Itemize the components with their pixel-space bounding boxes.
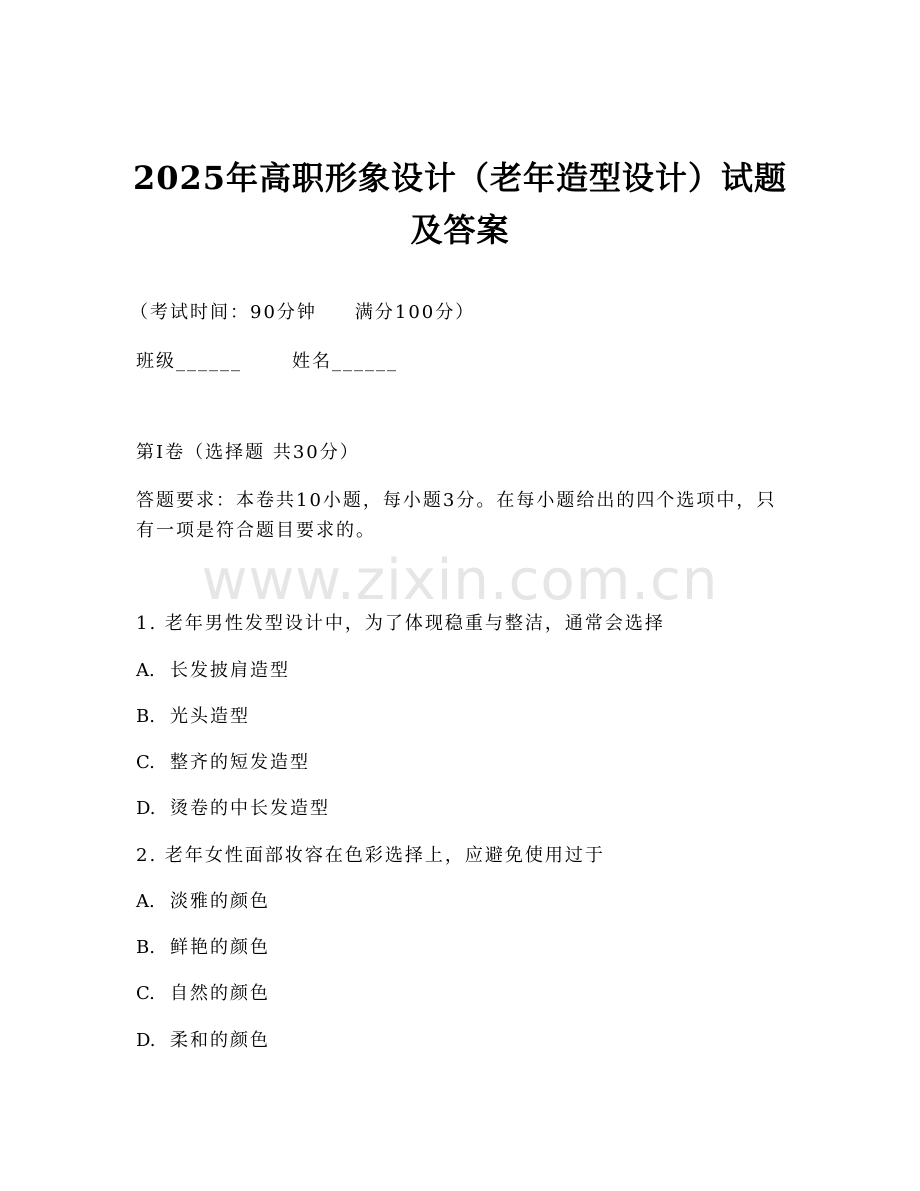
question-2-option-c xyxy=(136,979,270,1009)
student-info xyxy=(136,347,398,377)
question-1-option-c xyxy=(136,748,310,778)
option-text: 柔和的颜色 xyxy=(170,1030,270,1051)
option-text: 光头造型 xyxy=(170,706,250,727)
question-2-stem: 2. 老年女性面部妆容在色彩选择上，应避免使用过于 xyxy=(136,845,605,866)
option-letter: C. xyxy=(136,752,155,773)
option-text: 自然的颜色 xyxy=(170,983,270,1004)
question-2-option-a xyxy=(136,887,270,917)
option-letter: A. xyxy=(136,660,155,681)
option-letter: D. xyxy=(136,1030,156,1051)
option-letter: B. xyxy=(136,706,155,727)
name-field: 姓名______ xyxy=(292,351,398,372)
exam-time: （考试时间：90分钟 xyxy=(130,302,317,323)
document-title xyxy=(100,152,820,256)
question-2-option-d xyxy=(136,1026,270,1056)
option-letter: A. xyxy=(136,891,155,912)
option-letter: C. xyxy=(136,983,155,1004)
class-field: 班级______ xyxy=(136,351,242,372)
exam-info xyxy=(130,298,475,328)
title-line-2: 及答案 xyxy=(410,211,510,249)
instructions: 答题要求：本卷共10小题，每小题3分。在每小题给出的四个选项中，只有一项是符合题目要求的。 xyxy=(136,490,777,541)
question-1-option-d xyxy=(136,794,330,824)
option-letter: B. xyxy=(136,937,155,958)
option-letter: D. xyxy=(136,798,156,819)
watermark: www.zixin.com.cn xyxy=(201,548,719,613)
option-text: 淡雅的颜色 xyxy=(170,891,270,912)
title-line-1: 2025年高职形象设计（老年造型设计）试题 xyxy=(132,159,788,197)
full-score: 满分100分） xyxy=(354,302,476,323)
question-1-option-a xyxy=(136,656,290,686)
question-1-stem: 1. 老年男性发型设计中，为了体现稳重与整洁，通常会选择 xyxy=(136,613,665,634)
section-title: 第Ⅰ卷（选择题 共30分） xyxy=(136,442,360,463)
option-text: 烫卷的中长发造型 xyxy=(170,798,330,819)
question-1-option-b xyxy=(136,702,250,732)
question-2-option-b xyxy=(136,933,270,963)
option-text: 长发披肩造型 xyxy=(170,660,290,681)
option-text: 整齐的短发造型 xyxy=(170,752,310,773)
option-text: 鲜艳的颜色 xyxy=(170,937,270,958)
